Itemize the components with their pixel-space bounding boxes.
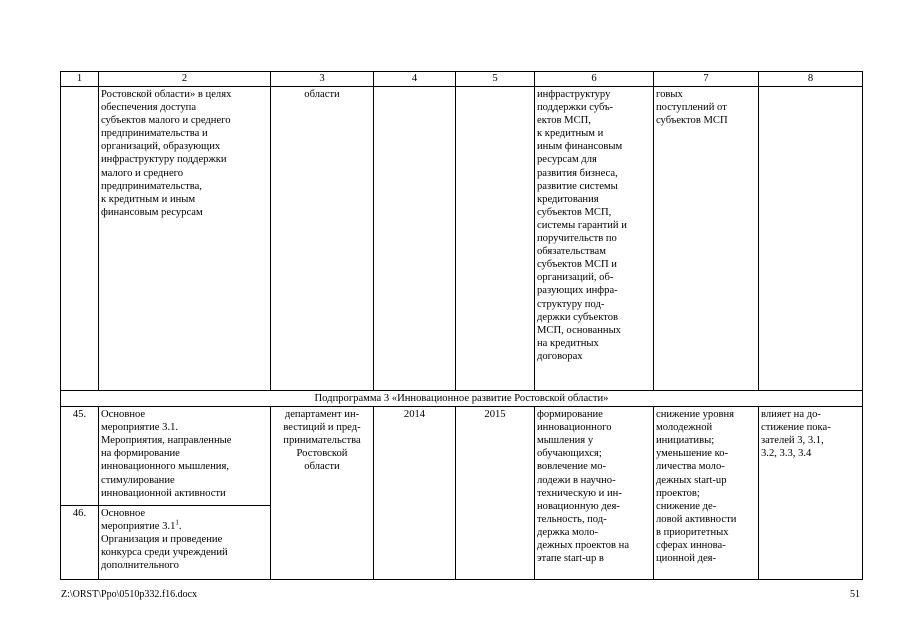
measure-description: Организация и проведение конкурса среди учреждений дополнительного <box>101 534 228 572</box>
header-col-1: 1 <box>61 72 99 87</box>
cell-executor: области <box>271 87 374 391</box>
header-col-3: 3 <box>271 72 374 87</box>
table-row <box>61 87 863 391</box>
table-row <box>61 407 863 506</box>
cell-start-year <box>374 87 456 391</box>
measure-number-end: . <box>178 521 182 533</box>
cell-num <box>61 87 99 391</box>
header-col-7: 7 <box>654 72 759 87</box>
cell-measure-name: Основное мероприятие 3.1. Мероприятия, направленные на формирование инновационного мышления, стимулирование инновационной активности <box>99 407 271 506</box>
table-header-row <box>61 72 863 87</box>
subprogram-title: Подпрограмма 3 «Инновационное развитие Ростовской области» <box>61 391 863 407</box>
cell-measure-name <box>99 506 271 580</box>
cell-executor: департамент ин- вестиций и пред- принимательства Ростовской области <box>271 407 374 580</box>
cell-end-year <box>456 87 535 391</box>
cell-measure-name: Ростовской области» в целях обеспечения доступа субъектов малого и среднего предпринимательства и организаций, образующих инфраструктуру поддержки малого и среднего предпринимательства, к кредитным и иным финансовым ресурсам <box>99 87 271 391</box>
row-number: 46. <box>61 506 99 580</box>
measure-superscript: 1 <box>175 518 179 527</box>
header-col-6: 6 <box>535 72 654 87</box>
cell-end-year: 2015 <box>456 407 535 580</box>
cell-indicators <box>759 87 863 391</box>
cell-expected-result: формирование инновационного мышления у обучающихся; вовлечение мо- лодежи в научно- техническую и ин- новационную дея- тельность, под- держка моло- дежных проектов на этапе start-up в <box>535 407 654 580</box>
measure-number: мероприятие 3.1 <box>101 521 176 533</box>
cell-indicators: влияет на до- стижение пока- зателей 3, 3.1, 3.2, 3.3, 3.4 <box>759 407 863 580</box>
cell-consequences: говых поступлений от субъектов МСП <box>654 87 759 391</box>
subprogram-row <box>61 391 863 407</box>
header-col-8: 8 <box>759 72 863 87</box>
row-number: 45. <box>61 407 99 506</box>
program-table <box>60 71 863 580</box>
cell-expected-result: инфраструктуру поддержки субъ- ектов МСП, к кредитным и иным финансовым ресурсам для развития бизнеса, развитие системы кредитования субъектов МСП, системы гарантий и поручительств по обязательствам субъектов МСП и организаций, об- разующих инфра- структуру под- держки субъектов МСП, основанных на кредитных договорах <box>535 87 654 391</box>
header-col-4: 4 <box>374 72 456 87</box>
header-col-2: 2 <box>99 72 271 87</box>
page-number: 51 <box>850 589 860 600</box>
cell-start-year: 2014 <box>374 407 456 580</box>
cell-consequences: снижение уровня молодежной инициативы; уменьшение ко- личества моло- дежных start-up проектов; снижение де- ловой активности в приоритетных сферах иннова- ционной дея- <box>654 407 759 580</box>
measure-label: Основное <box>101 508 146 520</box>
footer-file-path: Z:\ORST\Ppo\0510p332.f16.docx <box>61 589 198 600</box>
header-col-5: 5 <box>456 72 535 87</box>
